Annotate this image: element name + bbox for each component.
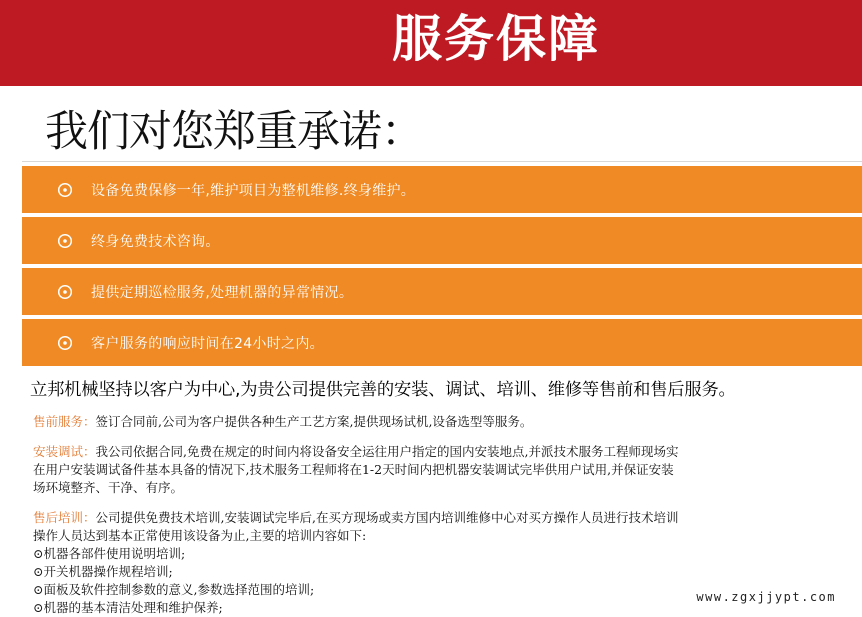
install-line: 在用户安装调试备件基本具备的情况下,技术服务工程师将在1-2天时间内把机器安装调试完毕供用户试用,并保证安装 <box>33 462 674 477</box>
circle-dot-icon <box>56 181 74 199</box>
presale-text: 签订合同前,公司为客户提供各种生产工艺方案,提供现场试机,设备选型等服务。 <box>95 414 533 429</box>
site-watermark: www.zgxjjypt.com <box>696 590 836 604</box>
training-paragraph <box>33 509 678 617</box>
banner-title: 服务保障 <box>392 9 600 68</box>
presale-paragraph <box>33 413 532 431</box>
training-line: 操作人员达到基本正常使用该设备为止,主要的培训内容如下: <box>33 528 367 543</box>
training-item: ⊙面板及软件控制参数的意义,参数选择范围的培训; <box>33 582 315 597</box>
install-label: 安装调试： <box>33 444 96 459</box>
circle-dot-icon <box>56 232 74 250</box>
promise-item <box>22 217 862 264</box>
promise-item-text: 提供定期巡检服务,处理机器的异常情况。 <box>91 284 354 301</box>
service-summary: 立邦机械坚持以客户为中心,为贵公司提供完善的安装、调试、培训、维修等售前和售后服务。 <box>30 380 736 400</box>
training-item: ⊙开关机器操作规程培训; <box>33 564 173 579</box>
promise-item <box>22 268 862 315</box>
install-paragraph <box>33 443 678 497</box>
training-label: 售后培训： <box>33 510 96 525</box>
training-item: ⊙机器的基本清洁处理和维护保养; <box>33 600 223 615</box>
install-line: 场环境整齐、干净、有序。 <box>33 480 184 495</box>
promise-heading: 我们对您郑重承诺： <box>45 107 423 157</box>
install-line: 我公司依据合同,免费在规定的时间内将设备安全运往用户指定的国内安装地点,并派技术服务工程师现场实 <box>95 444 679 459</box>
circle-dot-icon <box>56 283 74 301</box>
heading-divider <box>22 161 862 162</box>
training-line: 公司提供免费技术培训,安装调试完毕后,在买方现场或卖方国内培训维修中心对买方操作人员进行技术培训 <box>95 510 679 525</box>
promise-item-text: 客户服务的响应时间在24小时之内。 <box>91 335 324 352</box>
promise-item <box>22 166 862 213</box>
promise-list <box>22 166 862 370</box>
promise-item-text: 终身免费技术咨询。 <box>91 233 220 250</box>
presale-label: 售前服务： <box>33 414 96 429</box>
header-banner <box>0 0 862 86</box>
circle-dot-icon <box>56 334 74 352</box>
promise-item <box>22 319 862 366</box>
promise-item-text: 设备免费保修一年,维护项目为整机维修.终身维护。 <box>91 182 416 199</box>
training-item: ⊙机器各部件使用说明培训; <box>33 546 186 561</box>
